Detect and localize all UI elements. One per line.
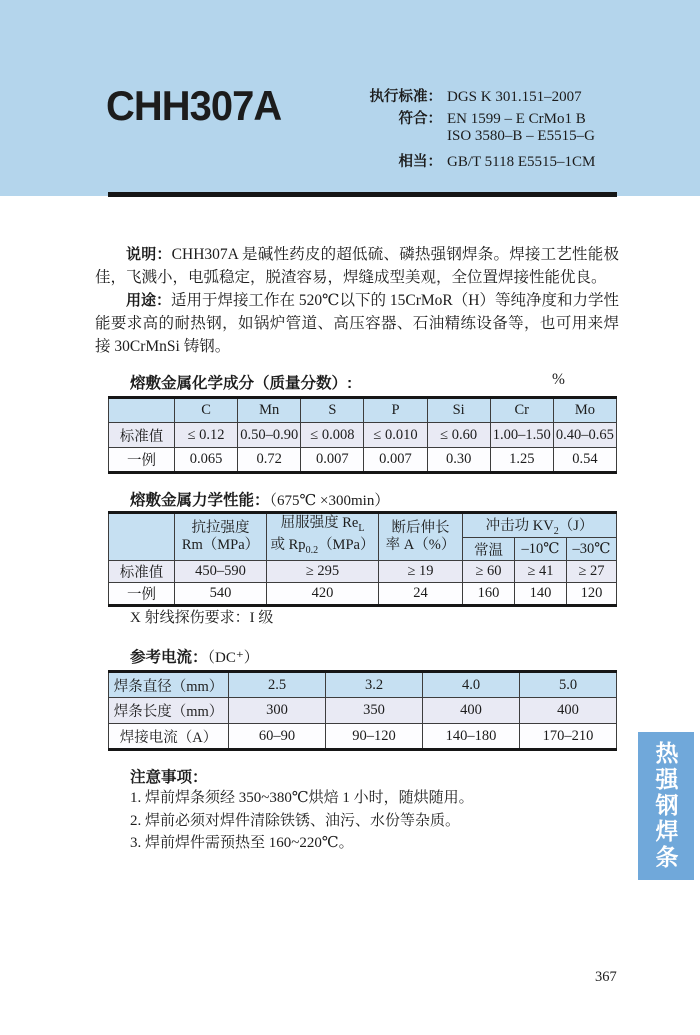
table-corner-cell (109, 513, 175, 561)
usage-text: 适用于焊接工作在 520℃以下的 15CrMoR（H）等纯净度和力学性能要求高的耐热钢，如锅炉管道、高压容器、石油精练设备等，也可用来焊接 30CrMnSi 铸钢。 (95, 292, 619, 355)
table-cell: 0.40–0.65 (553, 423, 616, 448)
table-cell: ≤ 0.010 (364, 423, 427, 448)
column-header-cell: C (175, 398, 238, 423)
row-label-cell: 一例 (109, 583, 175, 606)
mechanical-properties-table (108, 511, 617, 607)
table-corner-cell (109, 398, 175, 423)
table-cell: ≥ 41 (515, 561, 567, 583)
tensile-strength-header-cell (175, 513, 267, 561)
current-title-polarity: （DC⁺） (207, 650, 259, 666)
chemical-composition-title: 熔敷金属化学成分（质量分数）: (130, 375, 353, 392)
header-line: （J） (558, 518, 594, 535)
header-line: 或 Rp (270, 537, 306, 553)
product-title: CHH307A (106, 82, 282, 129)
table-cell: 90–120 (326, 724, 423, 750)
usage-label: 用途： (126, 292, 172, 309)
reference-current-title (130, 645, 259, 667)
impact-energy-header-cell (463, 513, 617, 538)
table-cell: 0.72 (238, 448, 301, 473)
elongation-header-cell (379, 513, 463, 561)
current-title-bold: 参考电流： (130, 649, 208, 666)
header-line: 冲击功 KV (485, 518, 554, 535)
table-cell: 0.54 (553, 448, 616, 473)
standards-value: ISO 3580–B – E5515–G (447, 128, 595, 144)
standards-label: 执行标准： (369, 89, 442, 105)
table-cell: 3.2 (326, 672, 423, 698)
table-header-row (109, 513, 617, 538)
standards-value: EN 1599 – E CrMo1 B (447, 110, 586, 127)
mechanical-title-bold: 熔敷金属力学性能： (130, 492, 270, 509)
table-row (109, 423, 617, 448)
table-cell: 60–90 (229, 724, 326, 750)
table-cell: ≤ 0.12 (175, 423, 238, 448)
impact-temp-header-cell: 常温 (463, 538, 515, 561)
table-cell: 0.065 (175, 448, 238, 473)
header-line: 抗拉强度 (191, 520, 250, 536)
row-label-cell: 标准值 (109, 423, 175, 448)
table-row (109, 724, 617, 750)
header-line: 屈服强度 Re (280, 515, 359, 532)
table-cell: 450–590 (175, 561, 267, 583)
standards-row (348, 128, 595, 150)
description-text: CHH307A 是碱性药皮的超低硫、磷热强钢焊条。焊接工艺性能极佳，飞溅小，电弧稳定，脱渣容易，焊缝成型美观，全位置焊接性能优良。 (95, 246, 619, 286)
table-cell: ≥ 27 (567, 561, 617, 583)
mechanical-properties-title (130, 488, 389, 510)
page-number: 367 (595, 969, 617, 985)
table-cell: 24 (379, 583, 463, 606)
table-cell: 400 (520, 698, 617, 724)
row-label-cell: 一例 (109, 448, 175, 473)
xray-inspection-note: X 射线探伤要求：I 级 (130, 610, 274, 626)
table-cell: 5.0 (520, 672, 617, 698)
table-cell: 0.007 (364, 448, 427, 473)
standards-block (348, 85, 595, 171)
table-header-row (109, 398, 617, 423)
table-cell: 1.25 (490, 448, 553, 473)
table-row (109, 583, 617, 606)
column-header-cell: Cr (490, 398, 553, 423)
description-label: 说明： (126, 246, 172, 263)
table-cell: 0.50–0.90 (238, 423, 301, 448)
table-cell: 300 (229, 698, 326, 724)
table-cell: 2.5 (229, 672, 326, 698)
header-line: Rm（MPa） (181, 537, 260, 553)
percent-unit-label: % (552, 371, 565, 388)
table-row (109, 698, 617, 724)
standards-label: 符合： (398, 110, 442, 127)
description-block (95, 243, 619, 358)
standards-row (348, 85, 595, 107)
table-cell: ≥ 295 (267, 561, 379, 583)
table-cell: 400 (423, 698, 520, 724)
standards-value: GB/T 5118 E5515–1CM (447, 153, 596, 170)
description-paragraph (95, 243, 619, 289)
table-cell: ≤ 0.60 (427, 423, 490, 448)
table-cell: 350 (326, 698, 423, 724)
table-cell: 160 (463, 583, 515, 606)
table-cell: 420 (267, 583, 379, 606)
table-cell: 4.0 (423, 672, 520, 698)
usage-paragraph (95, 289, 619, 358)
column-header-cell: P (364, 398, 427, 423)
row-label-cell: 焊条直径（mm） (109, 672, 229, 698)
notes-title: 注意事项： (130, 769, 208, 786)
reference-current-table (108, 670, 617, 751)
table-cell: 0.30 (427, 448, 490, 473)
table-cell: 140–180 (423, 724, 520, 750)
table-cell: 540 (175, 583, 267, 606)
column-header-cell: S (301, 398, 364, 423)
category-side-tab: 热强钢焊条 (638, 732, 694, 880)
standards-value: DGS K 301.151–2007 (447, 89, 582, 105)
impact-temp-header-cell: –10℃ (515, 538, 567, 561)
standards-row (348, 150, 595, 172)
yield-strength-header-cell (267, 513, 379, 561)
row-label-cell: 焊条长度（mm） (109, 698, 229, 724)
impact-temp-header-cell: –30℃ (567, 538, 617, 561)
row-label-cell: 标准值 (109, 561, 175, 583)
subscript: L (358, 523, 365, 534)
subscript: 2 (553, 525, 559, 537)
subscript: 0.2 (305, 544, 319, 556)
table-row (109, 672, 617, 698)
table-cell: ≥ 60 (463, 561, 515, 583)
table-cell: 0.007 (301, 448, 364, 473)
column-header-cell: Mn (238, 398, 301, 423)
table-cell: 170–210 (520, 724, 617, 750)
note-item: 2. 焊前必须对焊件清除铁锈、油污、水份等杂质。 (130, 812, 461, 829)
notes-list (130, 787, 474, 855)
header-line: 断后伸长 (391, 520, 450, 536)
table-cell: 140 (515, 583, 567, 606)
header-line: （MPa） (318, 537, 375, 553)
table-cell: 120 (567, 583, 617, 606)
table-cell: ≤ 0.008 (301, 423, 364, 448)
header-line: 率 A（%） (385, 537, 456, 553)
column-header-cell: Si (427, 398, 490, 423)
note-item: 1. 焊前焊条须经 350~380℃烘焙 1 小时，随烘随用。 (130, 790, 474, 806)
standards-label: 相当： (398, 153, 442, 170)
table-cell: 1.00–1.50 (490, 423, 553, 448)
row-label-cell: 焊接电流（A） (109, 724, 229, 750)
header-divider-rule (108, 192, 617, 197)
chemical-composition-table (108, 396, 617, 474)
table-row (109, 448, 617, 473)
standards-row (348, 107, 595, 129)
column-header-cell: Mo (553, 398, 616, 423)
mechanical-title-condition: （675℃ ×300min） (269, 493, 390, 509)
table-row (109, 561, 617, 583)
table-cell: ≥ 19 (379, 561, 463, 583)
note-item: 3. 焊前焊件需预热至 160~220℃。 (130, 835, 354, 851)
